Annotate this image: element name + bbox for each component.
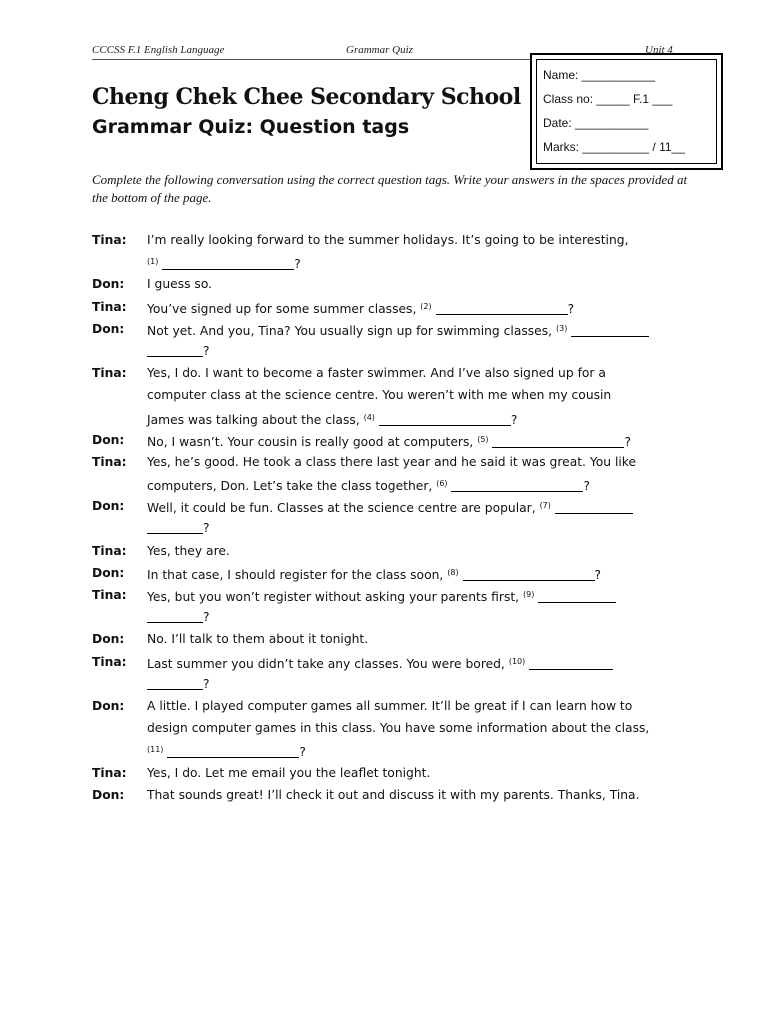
answer-blank[interactable] (147, 521, 203, 534)
dialogue-line (92, 762, 692, 784)
answer-blank[interactable] (162, 257, 294, 270)
speaker-label: Don: (92, 565, 125, 580)
line-text: That sounds great! I’ll check it out and discuss it with my parents. Thanks, Tina. (147, 787, 640, 802)
question-mark: ? (510, 412, 518, 427)
dialogue-line (92, 296, 692, 318)
answer-blank[interactable] (436, 302, 568, 315)
answer-blank[interactable] (571, 324, 649, 337)
dialogue-line (92, 739, 692, 761)
dialogue (92, 229, 692, 806)
question-mark: ? (567, 301, 575, 316)
dialogue-text (147, 384, 611, 406)
dialogue-line (92, 784, 692, 806)
dialogue-line (92, 606, 692, 628)
line-text: design computer games in this class. You have some information about the class, (147, 721, 650, 736)
line-text: I’m really looking forward to the summer holidays. It’s going to be interesting, (147, 233, 629, 247)
question-mark: ? (203, 610, 210, 625)
question-mark: ? (624, 434, 631, 449)
line-text: In that case, I should register for the class soon, (147, 567, 444, 582)
answer-blank[interactable] (555, 501, 633, 514)
line-text: I guess so. (147, 277, 213, 292)
header-divider (92, 59, 532, 60)
dialogue-line (92, 273, 692, 295)
dialogue-text (147, 473, 590, 497)
dialogue-line (92, 251, 692, 273)
dialogue-text (147, 495, 633, 519)
dialogue-line (92, 340, 692, 362)
line-text: computer class at the science centre. You weren’t with me when my cousin (147, 388, 612, 403)
dialogue-text (147, 362, 606, 384)
question-mark: ? (594, 567, 602, 582)
speaker-label: Don: (92, 698, 125, 713)
quiz-title: Grammar Quiz: Question tags (92, 116, 410, 138)
question-number: (5) (477, 434, 489, 444)
student-info-box (530, 53, 723, 170)
question-mark: ? (583, 479, 590, 494)
line-text: A little. I played computer games all summer. It’ll be great if I can learn how to (147, 698, 633, 713)
speaker-label: Tina: (92, 454, 127, 469)
line-text: computers, Don. Let’s take the class together, (147, 479, 433, 494)
dialogue-line (92, 695, 692, 717)
dialogue-text (147, 628, 368, 650)
line-text: Not yet. And you, Tina? You usually sign up for swimming classes, (147, 323, 553, 338)
class-no-field[interactable]: Class no: _____ F.1 ___ (543, 92, 673, 106)
dialogue-text (147, 762, 430, 784)
line-text: Yes, he’s good. He took a class there last year and he said it was great. You like (147, 454, 637, 469)
line-text: Last summer you didn’t take any classes. You were bored, (147, 656, 505, 671)
dialogue-text (147, 784, 640, 806)
name-field[interactable]: Name: ___________ (543, 68, 656, 82)
line-text: Yes, I do. Let me email you the leaflet tonight. (147, 765, 431, 780)
dialogue-text (147, 429, 631, 453)
line-text: Yes, I do. I want to become a faster swimmer. And I’ve also signed up for a (147, 366, 606, 381)
dialogue-text (147, 739, 306, 763)
dialogue-line (92, 229, 692, 251)
question-number: (7) (539, 501, 551, 511)
dialogue-line (92, 407, 692, 429)
dialogue-line (92, 495, 692, 517)
date-field[interactable]: Date: ___________ (543, 116, 649, 130)
dialogue-line (92, 429, 692, 451)
question-mark: ? (203, 343, 210, 358)
question-mark: ? (203, 521, 210, 536)
dialogue-text (147, 407, 517, 431)
speaker-label: Tina: (92, 299, 127, 314)
speaker-label: Tina: (92, 588, 127, 602)
dialogue-line (92, 362, 692, 384)
question-number: (3) (555, 323, 568, 333)
speaker-label: Tina: (92, 233, 127, 247)
school-name: Cheng Chek Chee Secondary School (92, 84, 521, 110)
speaker-label: Tina: (92, 543, 127, 558)
header-quiz-type: Grammar Quiz (346, 44, 413, 56)
question-number: (2) (420, 301, 432, 311)
dialogue-text (147, 296, 574, 320)
question-number: (8) (447, 567, 459, 577)
line-text: James was talking about the class, (147, 412, 360, 427)
line-text: You’ve signed up for some summer classes, (147, 301, 417, 316)
dialogue-text (147, 695, 632, 717)
answer-blank[interactable] (147, 610, 203, 623)
dialogue-line (92, 673, 692, 695)
line-text: Yes, but you won’t register without asking your parents first, (147, 590, 520, 604)
dialogue-line (92, 651, 692, 673)
dialogue-text (147, 673, 210, 695)
dialogue-line (92, 384, 692, 406)
question-number: (4) (363, 412, 375, 422)
dialogue-line (92, 451, 692, 473)
dialogue-line (92, 628, 692, 650)
answer-blank[interactable] (147, 344, 203, 357)
speaker-label: Don: (92, 787, 125, 802)
question-number: (1) (147, 257, 159, 267)
dialogue-line (92, 562, 692, 584)
dialogue-text (147, 340, 210, 362)
dialogue-text (147, 229, 628, 251)
speaker-label: Tina: (92, 654, 127, 669)
answer-blank[interactable] (492, 435, 624, 448)
dialogue-line (92, 540, 692, 562)
speaker-label: Don: (92, 277, 125, 292)
question-number: (9) (523, 590, 535, 599)
answer-blank[interactable] (147, 677, 203, 690)
answer-blank[interactable] (451, 479, 583, 492)
answer-blank[interactable] (379, 413, 511, 426)
dialogue-line (92, 473, 692, 495)
line-text: Well, it could be fun. Classes at the science centre are popular, (147, 501, 536, 516)
instructions: Complete the following conversation using the correct question tags. Write your answers in the spaces provided at the bottom of the page. (92, 172, 688, 205)
speaker-label: Tina: (92, 765, 127, 780)
dialogue-text (147, 606, 210, 628)
dialogue-text (147, 517, 210, 539)
dialogue-text (147, 584, 616, 608)
header-course: CCCSS F.1 English Language (92, 44, 225, 56)
speaker-label: Don: (92, 432, 125, 447)
speaker-label: Tina: (92, 366, 127, 381)
question-number: (11) (147, 745, 164, 755)
answer-blank[interactable] (538, 590, 616, 603)
dialogue-text (147, 273, 212, 295)
speaker-label: Don: (92, 321, 125, 336)
dialogue-text (147, 451, 636, 473)
question-number: (6) (436, 479, 448, 489)
dialogue-text (147, 562, 601, 586)
dialogue-line (92, 318, 692, 340)
answer-blank[interactable] (463, 568, 595, 581)
question-mark: ? (203, 676, 210, 691)
question-mark: ? (294, 257, 301, 272)
dialogue-text (147, 251, 301, 275)
question-number: (10) (508, 656, 526, 666)
dialogue-text (147, 651, 613, 675)
speaker-label: Don: (92, 499, 125, 514)
marks-field[interactable]: Marks: __________ / 11__ (543, 140, 685, 154)
dialogue-text (147, 318, 649, 342)
question-mark: ? (299, 745, 306, 760)
dialogue-text (147, 540, 230, 562)
answer-blank[interactable] (167, 745, 299, 758)
line-text: No, I wasn’t. Your cousin is really good at computers, (147, 434, 474, 449)
speaker-label: Don: (92, 632, 125, 647)
line-text: No. I’ll talk to them about it tonight. (147, 632, 369, 647)
line-text: Yes, they are. (147, 543, 230, 558)
dialogue-text (147, 717, 649, 739)
answer-blank[interactable] (529, 657, 613, 670)
dialogue-line (92, 584, 692, 606)
dialogue-line (92, 517, 692, 539)
dialogue-line (92, 717, 692, 739)
header-unit: Unit 4 (645, 44, 673, 56)
